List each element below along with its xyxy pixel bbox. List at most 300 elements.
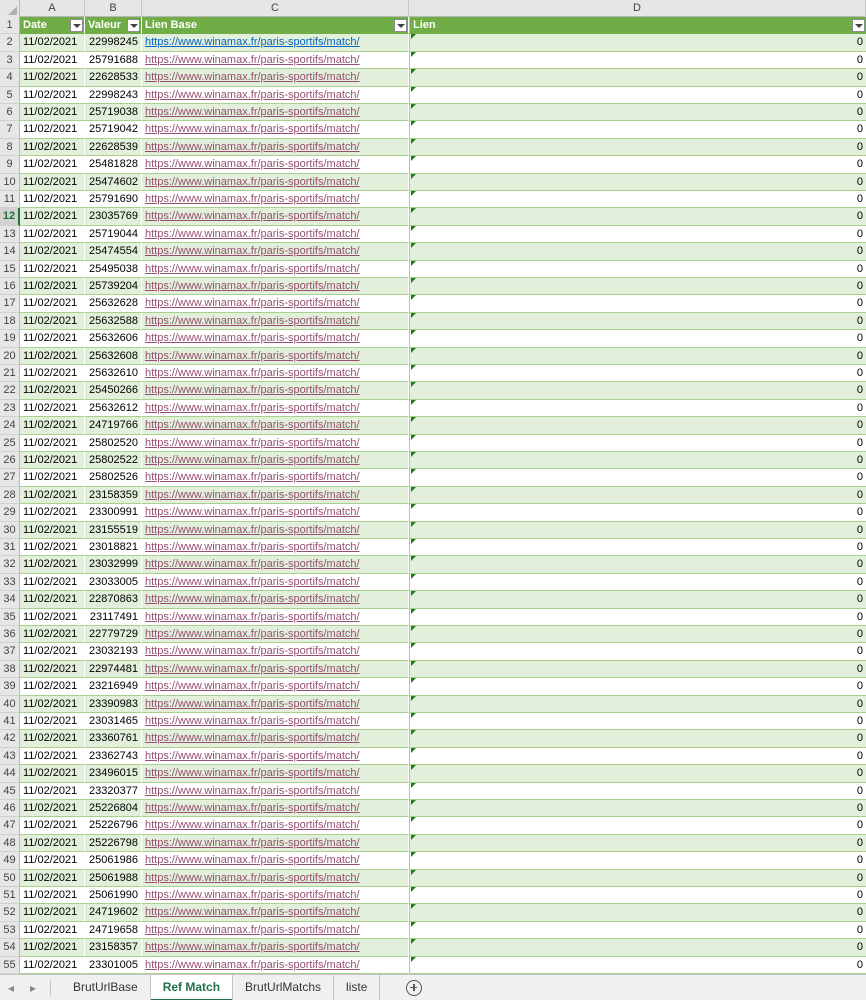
cell-date[interactable]: 11/02/2021 [20,783,85,800]
row-number[interactable]: 14 [0,243,20,260]
cell-date[interactable]: 11/02/2021 [20,696,85,713]
cell-lien[interactable] [409,591,866,608]
hyperlink[interactable]: https://www.winamax.fr/paris-sportifs/match/ [145,262,360,275]
cell-date[interactable]: 11/02/2021 [20,957,85,974]
hyperlink[interactable]: https://www.winamax.fr/paris-sportifs/match/ [145,575,360,588]
cell-lien-base[interactable] [142,69,409,86]
cell-lien[interactable] [409,435,866,452]
hyperlink[interactable]: https://www.winamax.fr/paris-sportifs/match/ [145,889,360,901]
cell-date[interactable]: 11/02/2021 [20,730,85,747]
cell-date[interactable]: 11/02/2021 [20,574,85,591]
cell-date[interactable]: 11/02/2021 [20,156,85,173]
next-sheet-icon[interactable]: ▸ [29,980,37,995]
cell-valeur[interactable]: 23362743 [85,748,142,765]
cell-date[interactable]: 11/02/2021 [20,922,85,939]
cell-date[interactable]: 11/02/2021 [20,226,85,243]
cell-valeur[interactable]: 23035769 [85,208,142,225]
cell-date[interactable]: 11/02/2021 [20,261,85,278]
row-number[interactable]: 47 [0,817,20,834]
hyperlink[interactable]: https://www.winamax.fr/paris-sportifs/match/ [145,349,360,362]
cell-lien[interactable] [409,487,866,504]
hyperlink[interactable]: https://www.winamax.fr/paris-sportifs/match/ [145,715,360,727]
hyperlink[interactable]: https://www.winamax.fr/paris-sportifs/match/ [145,836,360,849]
cell-lien-base[interactable] [142,278,409,295]
cell-lien[interactable] [409,87,866,104]
cell-valeur[interactable]: 23360761 [85,730,142,747]
filter-dropdown-icon[interactable] [852,19,865,32]
cell-lien-base[interactable] [142,87,409,104]
cell-date[interactable]: 11/02/2021 [20,556,85,573]
row-number[interactable]: 6 [0,104,20,121]
cell-date[interactable]: 11/02/2021 [20,765,85,782]
cell-valeur[interactable]: 24719766 [85,417,142,434]
row-number[interactable]: 44 [0,765,20,782]
cell-lien-base[interactable] [142,800,409,817]
cell-lien[interactable] [409,52,866,69]
hyperlink[interactable]: https://www.winamax.fr/paris-sportifs/match/ [145,958,360,971]
cell-date[interactable]: 11/02/2021 [20,104,85,121]
row-number[interactable]: 31 [0,539,20,556]
row-number[interactable]: 5 [0,87,20,104]
hyperlink[interactable]: https://www.winamax.fr/paris-sportifs/match/ [145,332,360,345]
hyperlink[interactable]: https://www.winamax.fr/paris-sportifs/match/ [145,697,360,710]
cell-lien-base[interactable] [142,156,409,173]
cell-lien[interactable] [409,191,866,208]
column-header-a[interactable]: A [20,0,85,17]
cell-lien-base[interactable] [142,174,409,191]
cell-valeur[interactable]: 24719658 [85,922,142,939]
row-number[interactable]: 42 [0,730,20,747]
cell-lien[interactable] [409,504,866,521]
cell-lien[interactable] [409,313,866,330]
cell-lien-base[interactable] [142,678,409,695]
cell-lien[interactable] [409,365,866,382]
cell-valeur[interactable]: 25061988 [85,870,142,887]
row-number[interactable]: 50 [0,870,20,887]
row-number[interactable]: 12 [0,208,20,225]
row-number[interactable]: 9 [0,156,20,173]
cell-lien-base[interactable] [142,626,409,643]
row-number[interactable]: 10 [0,174,20,191]
cell-lien[interactable] [409,208,866,225]
row-number[interactable]: 26 [0,452,20,469]
cell-lien-base[interactable] [142,765,409,782]
select-all-corner[interactable] [0,0,20,17]
cell-valeur[interactable]: 22779729 [85,626,142,643]
hyperlink[interactable]: https://www.winamax.fr/paris-sportifs/match/ [145,871,360,884]
hyperlink[interactable]: https://www.winamax.fr/paris-sportifs/match/ [145,593,360,606]
cell-date[interactable]: 11/02/2021 [20,365,85,382]
hyperlink[interactable]: https://www.winamax.fr/paris-sportifs/match/ [145,436,360,449]
cell-lien-base[interactable] [142,852,409,869]
cell-date[interactable]: 11/02/2021 [20,591,85,608]
cell-lien-base[interactable] [142,261,409,278]
row-number[interactable]: 29 [0,504,20,521]
header-lien-base[interactable] [142,17,409,34]
cell-lien-base[interactable] [142,139,409,156]
cell-lien-base[interactable] [142,939,409,956]
cell-date[interactable]: 11/02/2021 [20,348,85,365]
cell-valeur[interactable]: 23031465 [85,713,142,730]
hyperlink[interactable]: https://www.winamax.fr/paris-sportifs/match/ [145,732,360,745]
hyperlink[interactable]: https://www.winamax.fr/paris-sportifs/match/ [145,610,360,623]
cell-lien[interactable] [409,852,866,869]
tab-bruturlbase[interactable]: BrutUrlBase [61,975,151,1000]
cell-valeur[interactable]: 25450266 [85,382,142,399]
row-number[interactable]: 13 [0,226,20,243]
cell-lien-base[interactable] [142,661,409,678]
column-header-d[interactable]: D [409,0,866,17]
cell-date[interactable]: 11/02/2021 [20,626,85,643]
row-number[interactable]: 43 [0,748,20,765]
row-number[interactable]: 35 [0,609,20,626]
row-number[interactable]: 55 [0,957,20,974]
cell-valeur[interactable]: 23158359 [85,487,142,504]
hyperlink[interactable]: https://www.winamax.fr/paris-sportifs/match/ [145,53,360,66]
cell-lien-base[interactable] [142,365,409,382]
hyperlink[interactable]: https://www.winamax.fr/paris-sportifs/match/ [145,419,360,432]
horizontal-scrollbar[interactable] [442,981,862,995]
cell-date[interactable]: 11/02/2021 [20,904,85,921]
cell-lien[interactable] [409,452,866,469]
cell-lien-base[interactable] [142,504,409,521]
cell-date[interactable]: 11/02/2021 [20,243,85,260]
hyperlink[interactable]: https://www.winamax.fr/paris-sportifs/match/ [145,906,360,919]
hyperlink[interactable]: https://www.winamax.fr/paris-sportifs/match/ [145,488,360,501]
cell-valeur[interactable]: 23496015 [85,765,142,782]
cell-lien[interactable] [409,609,866,626]
cell-lien[interactable] [409,696,866,713]
cell-lien[interactable] [409,104,866,121]
cell-valeur[interactable]: 23300991 [85,504,142,521]
hyperlink[interactable]: https://www.winamax.fr/paris-sportifs/match/ [145,140,360,153]
cell-lien[interactable] [409,957,866,974]
cell-valeur[interactable]: 24719602 [85,904,142,921]
cell-lien[interactable] [409,661,866,678]
cell-date[interactable]: 11/02/2021 [20,174,85,191]
cell-lien[interactable] [409,678,866,695]
cell-lien-base[interactable] [142,887,409,904]
cell-date[interactable]: 11/02/2021 [20,278,85,295]
hyperlink[interactable]: https://www.winamax.fr/paris-sportifs/match/ [145,767,360,780]
cell-valeur[interactable]: 25791690 [85,191,142,208]
cell-valeur[interactable]: 23301005 [85,957,142,974]
cell-lien[interactable] [409,174,866,191]
cell-lien-base[interactable] [142,713,409,730]
cell-valeur[interactable]: 25632612 [85,400,142,417]
cell-lien[interactable] [409,469,866,486]
cell-valeur[interactable]: 22628539 [85,139,142,156]
cell-valeur[interactable]: 25226804 [85,800,142,817]
hyperlink[interactable]: https://www.winamax.fr/paris-sportifs/match/ [145,227,360,240]
cell-lien-base[interactable] [142,295,409,312]
cell-lien-base[interactable] [142,487,409,504]
cell-valeur[interactable]: 23216949 [85,678,142,695]
row-number[interactable]: 1 [0,17,20,34]
row-number[interactable]: 2 [0,34,20,51]
cell-valeur[interactable]: 23117491 [85,609,142,626]
cell-lien-base[interactable] [142,330,409,347]
hyperlink[interactable]: https://www.winamax.fr/paris-sportifs/match/ [145,158,360,171]
hyperlink[interactable]: https://www.winamax.fr/paris-sportifs/match/ [145,175,360,188]
row-number[interactable]: 25 [0,435,20,452]
hyperlink[interactable]: https://www.winamax.fr/paris-sportifs/match/ [145,401,360,414]
hyperlink[interactable]: https://www.winamax.fr/paris-sportifs/match/ [145,314,360,327]
cell-lien[interactable] [409,870,866,887]
row-number[interactable]: 22 [0,382,20,399]
cell-lien[interactable] [409,522,866,539]
cell-valeur[interactable]: 25226798 [85,835,142,852]
cell-date[interactable]: 11/02/2021 [20,522,85,539]
cell-date[interactable]: 11/02/2021 [20,52,85,69]
cell-lien-base[interactable] [142,226,409,243]
cell-date[interactable]: 11/02/2021 [20,139,85,156]
cell-lien-base[interactable] [142,382,409,399]
cell-lien[interactable] [409,643,866,660]
cell-date[interactable]: 11/02/2021 [20,417,85,434]
cell-date[interactable]: 11/02/2021 [20,435,85,452]
row-number[interactable]: 23 [0,400,20,417]
cell-lien-base[interactable] [142,435,409,452]
hyperlink[interactable]: https://www.winamax.fr/paris-sportifs/match/ [145,245,360,258]
cell-date[interactable]: 11/02/2021 [20,34,85,51]
filter-dropdown-icon[interactable] [394,19,407,32]
cell-lien[interactable] [409,556,866,573]
cell-date[interactable]: 11/02/2021 [20,870,85,887]
cell-lien-base[interactable] [142,835,409,852]
row-number[interactable]: 34 [0,591,20,608]
cell-lien-base[interactable] [142,539,409,556]
cell-lien-base[interactable] [142,208,409,225]
cell-lien-base[interactable] [142,417,409,434]
cell-date[interactable]: 11/02/2021 [20,643,85,660]
cell-valeur[interactable]: 25632606 [85,330,142,347]
hyperlink[interactable]: https://www.winamax.fr/paris-sportifs/match/ [145,541,360,553]
row-number[interactable]: 53 [0,922,20,939]
cell-lien-base[interactable] [142,609,409,626]
cell-lien-base[interactable] [142,348,409,365]
cell-valeur[interactable]: 25474554 [85,243,142,260]
cell-lien-base[interactable] [142,817,409,834]
row-number[interactable]: 54 [0,939,20,956]
cell-date[interactable]: 11/02/2021 [20,939,85,956]
cell-lien[interactable] [409,243,866,260]
row-number[interactable]: 48 [0,835,20,852]
row-number[interactable]: 27 [0,469,20,486]
tab-bruturlmatchs[interactable]: BrutUrlMatchs [233,975,334,1000]
row-number[interactable]: 37 [0,643,20,660]
cell-lien[interactable] [409,539,866,556]
hyperlink[interactable]: https://www.winamax.fr/paris-sportifs/match/ [145,210,360,223]
row-number[interactable]: 40 [0,696,20,713]
cell-valeur[interactable]: 25495038 [85,261,142,278]
cell-date[interactable]: 11/02/2021 [20,313,85,330]
cell-lien[interactable] [409,800,866,817]
row-number[interactable]: 17 [0,295,20,312]
cell-lien-base[interactable] [142,922,409,939]
cell-lien-base[interactable] [142,400,409,417]
cell-date[interactable]: 11/02/2021 [20,713,85,730]
cell-lien-base[interactable] [142,469,409,486]
cell-lien-base[interactable] [142,104,409,121]
cell-lien[interactable] [409,939,866,956]
cell-lien[interactable] [409,278,866,295]
cell-lien-base[interactable] [142,243,409,260]
cell-lien[interactable] [409,765,866,782]
cell-lien[interactable] [409,835,866,852]
cell-date[interactable]: 11/02/2021 [20,539,85,556]
row-number[interactable]: 33 [0,574,20,591]
cell-date[interactable]: 11/02/2021 [20,191,85,208]
cell-valeur[interactable]: 25632588 [85,313,142,330]
row-number[interactable]: 38 [0,661,20,678]
cell-valeur[interactable]: 23390983 [85,696,142,713]
header-lien[interactable] [409,17,866,34]
cell-date[interactable]: 11/02/2021 [20,887,85,904]
cell-lien-base[interactable] [142,957,409,974]
row-number[interactable]: 45 [0,783,20,800]
hyperlink[interactable]: https://www.winamax.fr/paris-sportifs/match/ [145,558,360,571]
row-number[interactable]: 46 [0,800,20,817]
cell-valeur[interactable]: 25061986 [85,852,142,869]
row-number[interactable]: 8 [0,139,20,156]
cell-lien[interactable] [409,713,866,730]
cell-date[interactable]: 11/02/2021 [20,678,85,695]
cell-lien[interactable] [409,574,866,591]
cell-lien-base[interactable] [142,313,409,330]
cell-date[interactable]: 11/02/2021 [20,382,85,399]
cell-date[interactable]: 11/02/2021 [20,487,85,504]
row-number[interactable]: 36 [0,626,20,643]
cell-valeur[interactable]: 25719038 [85,104,142,121]
cell-lien-base[interactable] [142,52,409,69]
cell-lien-base[interactable] [142,870,409,887]
filter-dropdown-icon[interactable] [127,19,140,32]
hyperlink[interactable]: https://www.winamax.fr/paris-sportifs/match/ [145,854,360,867]
cell-lien[interactable] [409,34,866,51]
cell-date[interactable]: 11/02/2021 [20,817,85,834]
cell-valeur[interactable]: 23018821 [85,539,142,556]
cell-valeur[interactable]: 22870863 [85,591,142,608]
hyperlink[interactable]: https://www.winamax.fr/paris-sportifs/match/ [145,923,360,936]
cell-date[interactable]: 11/02/2021 [20,295,85,312]
cell-lien[interactable] [409,330,866,347]
row-number[interactable]: 3 [0,52,20,69]
cell-valeur[interactable]: 25802520 [85,435,142,452]
cell-lien[interactable] [409,783,866,800]
cell-valeur[interactable]: 25632628 [85,295,142,312]
row-number[interactable]: 52 [0,904,20,921]
cell-date[interactable]: 11/02/2021 [20,330,85,347]
cell-lien[interactable] [409,922,866,939]
cell-valeur[interactable]: 23158357 [85,939,142,956]
filter-dropdown-icon[interactable] [70,19,83,32]
row-number[interactable]: 24 [0,417,20,434]
hyperlink[interactable]: https://www.winamax.fr/paris-sportifs/match/ [145,628,360,640]
cell-lien[interactable] [409,226,866,243]
cell-valeur[interactable]: 25719044 [85,226,142,243]
cell-date[interactable]: 11/02/2021 [20,835,85,852]
row-number[interactable]: 16 [0,278,20,295]
cell-lien[interactable] [409,156,866,173]
cell-valeur[interactable]: 25802526 [85,469,142,486]
cell-lien-base[interactable] [142,556,409,573]
cell-date[interactable]: 11/02/2021 [20,800,85,817]
cell-lien[interactable] [409,904,866,921]
cell-valeur[interactable]: 23032193 [85,643,142,660]
cell-lien[interactable] [409,887,866,904]
cell-lien-base[interactable] [142,748,409,765]
hyperlink[interactable]: https://www.winamax.fr/paris-sportifs/match/ [145,523,360,536]
cell-valeur[interactable]: 25481828 [85,156,142,173]
cell-lien[interactable] [409,382,866,399]
hyperlink[interactable]: https://www.winamax.fr/paris-sportifs/match/ [145,36,360,49]
hyperlink[interactable]: https://www.winamax.fr/paris-sportifs/match/ [145,784,360,797]
cell-valeur[interactable]: 25474602 [85,174,142,191]
hyperlink[interactable]: https://www.winamax.fr/paris-sportifs/match/ [145,819,360,832]
header-valeur[interactable] [85,17,142,34]
cell-lien-base[interactable] [142,574,409,591]
cell-valeur[interactable]: 22628533 [85,69,142,86]
hyperlink[interactable]: https://www.winamax.fr/paris-sportifs/match/ [145,280,360,292]
cell-valeur[interactable]: 25739204 [85,278,142,295]
hyperlink[interactable]: https://www.winamax.fr/paris-sportifs/match/ [145,471,360,484]
cell-valeur[interactable]: 22998245 [85,34,142,51]
cell-lien-base[interactable] [142,783,409,800]
cell-lien[interactable] [409,261,866,278]
hyperlink[interactable]: https://www.winamax.fr/paris-sportifs/match/ [145,193,360,205]
row-number[interactable]: 4 [0,69,20,86]
cell-valeur[interactable]: 23155519 [85,522,142,539]
tab-liste[interactable]: liste [334,975,380,1000]
cell-valeur[interactable]: 23033005 [85,574,142,591]
cell-date[interactable]: 11/02/2021 [20,69,85,86]
cell-lien[interactable] [409,417,866,434]
cell-valeur[interactable]: 25791688 [85,52,142,69]
add-sheet-icon[interactable] [406,980,422,996]
cell-lien-base[interactable] [142,643,409,660]
cell-lien[interactable] [409,817,866,834]
cell-date[interactable]: 11/02/2021 [20,400,85,417]
hyperlink[interactable]: https://www.winamax.fr/paris-sportifs/match/ [145,506,360,519]
row-number[interactable]: 18 [0,313,20,330]
row-number[interactable]: 7 [0,121,20,138]
cell-date[interactable]: 11/02/2021 [20,452,85,469]
cell-lien[interactable] [409,139,866,156]
cell-lien-base[interactable] [142,696,409,713]
cell-valeur[interactable]: 25632610 [85,365,142,382]
row-number[interactable]: 39 [0,678,20,695]
hyperlink[interactable]: https://www.winamax.fr/paris-sportifs/match/ [145,941,360,954]
cell-date[interactable]: 11/02/2021 [20,661,85,678]
hyperlink[interactable]: https://www.winamax.fr/paris-sportifs/match/ [145,384,360,397]
cell-lien[interactable] [409,626,866,643]
hyperlink[interactable]: https://www.winamax.fr/paris-sportifs/match/ [145,123,360,136]
row-number[interactable]: 30 [0,522,20,539]
cell-valeur[interactable]: 25802522 [85,452,142,469]
row-number[interactable]: 21 [0,365,20,382]
cell-lien-base[interactable] [142,452,409,469]
row-number[interactable]: 41 [0,713,20,730]
cell-lien-base[interactable] [142,730,409,747]
cell-lien-base[interactable] [142,34,409,51]
cell-valeur[interactable]: 25719042 [85,121,142,138]
row-number[interactable]: 49 [0,852,20,869]
cell-lien[interactable] [409,348,866,365]
hyperlink[interactable]: https://www.winamax.fr/paris-sportifs/match/ [145,71,360,84]
cell-valeur[interactable]: 22998243 [85,87,142,104]
cell-valeur[interactable]: 25226796 [85,817,142,834]
